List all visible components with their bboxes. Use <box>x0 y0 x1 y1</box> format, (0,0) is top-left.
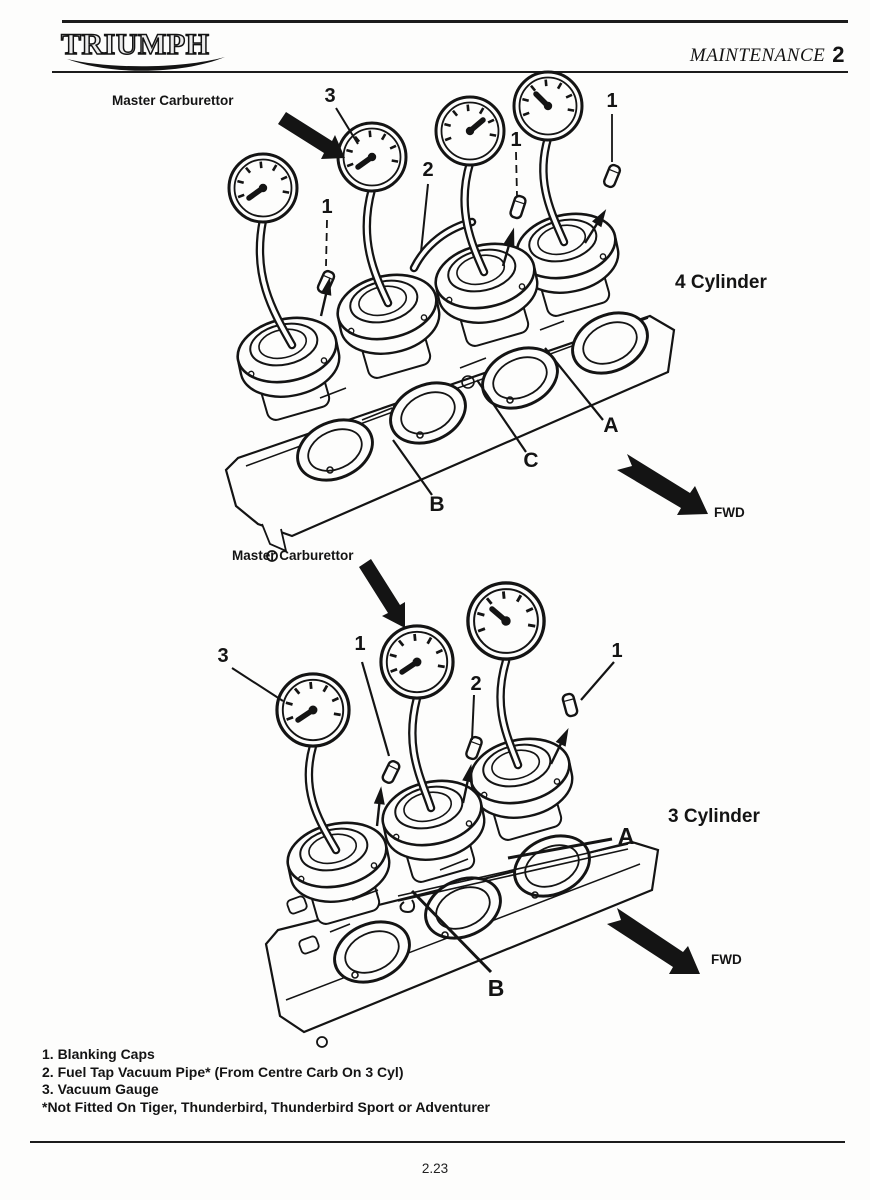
fwd-label-4cyl: FWD <box>714 505 745 520</box>
blanking-cap-icon <box>381 760 401 785</box>
callout-point-c-4cyl: C <box>523 449 539 472</box>
four-cylinder-figure-art <box>226 72 708 561</box>
callout-fuel-tap-pipe-4cyl: 2 <box>422 159 434 181</box>
master-carburettor-arrow-icon <box>278 112 345 159</box>
callout-point-a-4cyl: A <box>603 414 619 437</box>
legend-item-fuel-tap-pipe: 2. Fuel Tap Vacuum Pipe* (From Centre Carb On 3 Cyl) <box>42 1063 404 1080</box>
master-carburettor-label-4cyl: Master Carburettor <box>112 93 234 108</box>
callout-fuel-tap-pipe-3cyl: 2 <box>470 673 482 695</box>
callout-blanking-cap-middle-3cyl: 1 <box>354 633 366 655</box>
callout-blanking-cap-right-4cyl: 1 <box>606 90 618 112</box>
fwd-label-3cyl: FWD <box>711 952 742 967</box>
triumph-logo-text: TRIUMPH <box>61 28 210 61</box>
fwd-arrow-icon <box>617 454 708 515</box>
legend-item-blanking-caps: 1. Blanking Caps <box>42 1046 155 1062</box>
legend-footnote: *Not Fitted On Tiger, Thunderbird, Thunderbird Sport or Adventurer <box>42 1098 490 1115</box>
callout-point-b-3cyl: B <box>487 975 505 1001</box>
three-cylinder-figure-art <box>232 559 700 1047</box>
callout-point-a-3cyl: A <box>617 823 635 849</box>
callout-vacuum-gauge-4cyl: 3 <box>324 85 336 107</box>
blanking-cap-icon <box>603 164 621 189</box>
callout-blanking-cap-right-3cyl: 1 <box>611 640 623 662</box>
blanking-cap-icon <box>562 693 578 717</box>
engine-type-label-3cyl: 3 Cylinder <box>668 806 760 827</box>
blanking-cap-icon <box>509 195 526 219</box>
footer-rule <box>30 1141 845 1143</box>
page-number: 2.23 <box>421 1161 449 1176</box>
callout-point-b-4cyl: B <box>429 493 445 516</box>
callout-blanking-cap-left-4cyl: 1 <box>321 196 333 218</box>
callout-vacuum-gauge-3cyl: 3 <box>217 645 229 667</box>
chapter-number: 2 <box>832 42 845 67</box>
section-title-text: MAINTENANCE <box>689 45 826 66</box>
legend <box>42 1046 490 1116</box>
master-carburettor-arrow-icon <box>359 559 405 628</box>
engine-type-label-4cyl: 4 Cylinder <box>675 272 767 293</box>
master-carburettor-label-3cyl: Master Carburettor <box>232 548 354 563</box>
header-section-title <box>690 42 845 68</box>
legend-item-vacuum-gauge: 3. Vacuum Gauge <box>42 1081 159 1097</box>
callout-blanking-cap-middle-4cyl: 1 <box>510 129 522 151</box>
fwd-arrow-icon <box>607 908 700 974</box>
